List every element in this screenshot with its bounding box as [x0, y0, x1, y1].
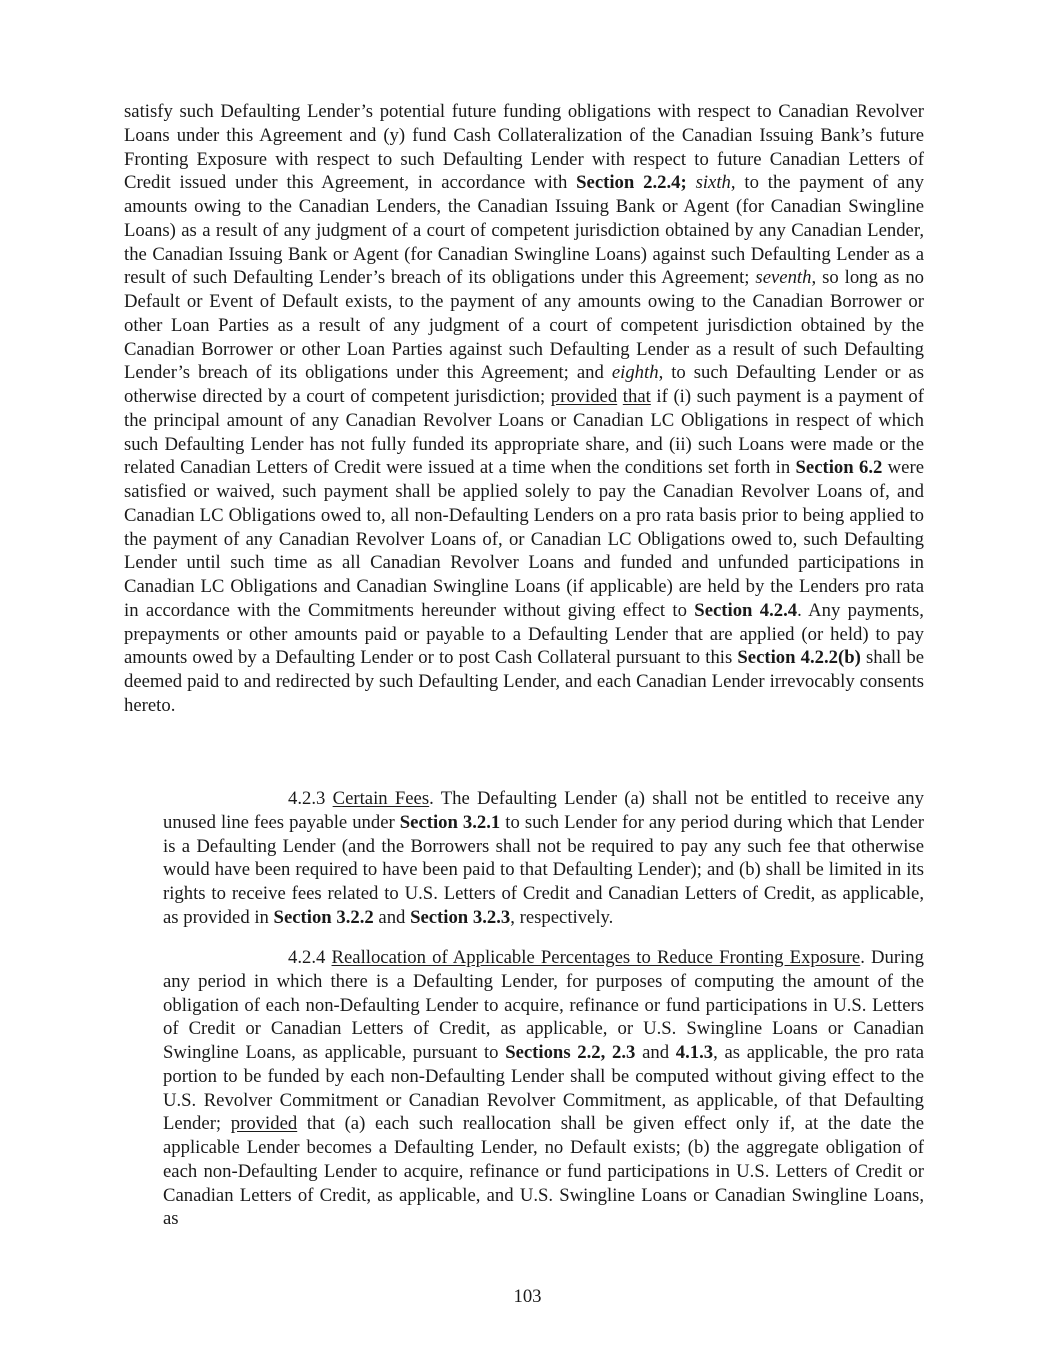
- text-run: , as applicable, the pro rata portion to be funded by each non-Defaulting Lender shall be computed without giving effect to the U.S. Revolver Commitment or Canadian Revolver Commitment, as applicable, of that Defaulting Lender;: [163, 1042, 924, 1135]
- text-run: were satisfied or waived, such payment shall be applied solely to pay the Canadian Revolver Loans of, and Canadian LC Obligations owed to, all non-Defaulting Lenders on a pro rata basis prior to being applied to the payment of any Canadian Revolver Loans of, or Canadian LC Obligations owed to, such Defaulting Lender until such time as all Canadian Revolver Loans and funded and unfunded participations in Canadian LC Obligations and Canadian Swingline Loans (if applicable) are held by the Lenders pro rata in accordance with the Commitments hereunder without giving effect to: [124, 457, 924, 621]
- underlined-provided: provided: [230, 1113, 298, 1135]
- underlined-that: that: [622, 386, 651, 407]
- text-run: that (a) each such reallocation shall be given effect only if, at the date the applicable Lender becomes a Defaulting Lender, no Default exists; (b) the aggregate obligation of each non-Defaulting Lender to acquire, refinance or fund participations in U.S. Letters of Credit or Canadian Letters of Credit, as applicable, and U.S. Swingline Loans or Canadian Swingline Loans, as: [163, 1113, 924, 1230]
- section-reference: Section 3.2.3: [410, 906, 511, 928]
- section-heading: Reallocation of Applicable Percentages to Reduce Fronting Exposure: [331, 947, 861, 968]
- text-run: , to such Defaulting Lender or as otherwise directed by a court of competent jurisdiction;: [124, 362, 924, 407]
- text-run: and: [635, 1042, 676, 1063]
- text-run: satisfy such Defaulting Lender’s potential future funding obligations with respect to Canadian Revolver Loans under this Agreement and (y) fund Cash Collateralization of the Canadian Issuing Bank’s future Fronting Exposure with respect to such Defaulting Lender with respect to future Canadian Letters of Credit issued under this Agreement, in accordance with: [124, 101, 924, 194]
- text-run: shall be deemed paid to and redirected by such Defaulting Lender, and each Canadian Lender irrevocably consents hereto.: [124, 647, 924, 716]
- section-reference: Section 2.2.4;: [576, 172, 687, 194]
- paragraph-continued: [124, 100, 924, 718]
- text-run: and: [373, 906, 411, 928]
- section-reference: Section 3.2.2: [273, 906, 374, 928]
- text-run: if (i) such payment is a payment of the principal amount of any Canadian Revolver Loans or Canadian LC Obligations in respect of which such Defaulting Lender has not fully funded its appropriate share, and (ii) such Loans were made or the related Canadian Letters of Credit were issued at a time when the conditions set forth in: [124, 386, 924, 479]
- text-run: . During any period in which there is a Defaulting Lender, for purposes of computing the amount of the obligation of each non-Defaulting Lender to acquire, refinance or fund participations in U.S. Letters of Credit or Canadian Letters of Credit, as applicable, or U.S. Swingline Loans or Canadian Swingline Loans, as applicable, pursuant to: [163, 947, 924, 1063]
- text-run: . Any payments, prepayments or other amounts paid or payable to a Defaulting Lender that are applied (or held) to pay amounts owed by a Defaulting Lender or to post Cash Collateral pursuant to this: [124, 599, 924, 669]
- ordinal-eighth: eighth: [611, 362, 659, 384]
- text-run: , so long as no Default or Event of Default exists, to the payment of any amounts owing to the Canadian Borrower or other Loan Parties as a result of any judgment of a court of competent jurisdiction obtained by the Canadian Borrower or other Loan Parties against such Defaulting Lender as a result of such Defaulting Lender’s breach of its obligations under this Agreement; and: [124, 267, 924, 384]
- section-4-2-4: [163, 946, 924, 1231]
- text-run: , to the payment of any amounts owing to the Canadian Lenders, the Canadian Issuing Bank or Agent (for Canadian Swingline Loans) as a result of any judgment of a court of competent jurisdiction obtained by any Canadian Lender, the Canadian Issuing Bank or Agent (for Canadian Swingline Loans) against such Defaulting Lender as a result of such Defaulting Lender’s breach of its obligations under this Agreement;: [124, 172, 924, 289]
- section-number: 4.2.4: [288, 947, 326, 968]
- section-reference: Section 3.2.1: [399, 811, 501, 833]
- ordinal-seventh: seventh: [755, 267, 812, 289]
- text-run: , respectively.: [510, 906, 614, 928]
- ordinal-sixth: sixth: [695, 172, 731, 194]
- section-reference: 4.1.3: [675, 1042, 714, 1063]
- section-reference: Section 4.2.4: [694, 599, 798, 621]
- underlined-provided: provided: [550, 386, 618, 407]
- section-heading: Certain Fees: [332, 788, 430, 809]
- section-reference: Sections 2.2, 2.3: [505, 1042, 636, 1063]
- page-number: 103: [513, 1286, 542, 1307]
- section-number: 4.2.3: [288, 788, 326, 809]
- text-run: to such Lender for any period during which that Lender is a Defaulting Lender (and the Borrowers shall not be required to pay any such fee that otherwise would have been required to have been paid to that Defaulting Lender); and (b) shall be limited in its rights to receive fees related to U.S. Letters of Credit and Canadian Letters of Credit, as applicable, as provided in: [163, 811, 924, 928]
- section-reference: Section 6.2: [795, 457, 883, 479]
- text-run: . The Defaulting Lender (a) shall not be entitled to receive any unused line fees payable under: [163, 788, 924, 833]
- section-4-2-3: [163, 787, 924, 930]
- section-reference: Section 4.2.2(b): [737, 647, 861, 669]
